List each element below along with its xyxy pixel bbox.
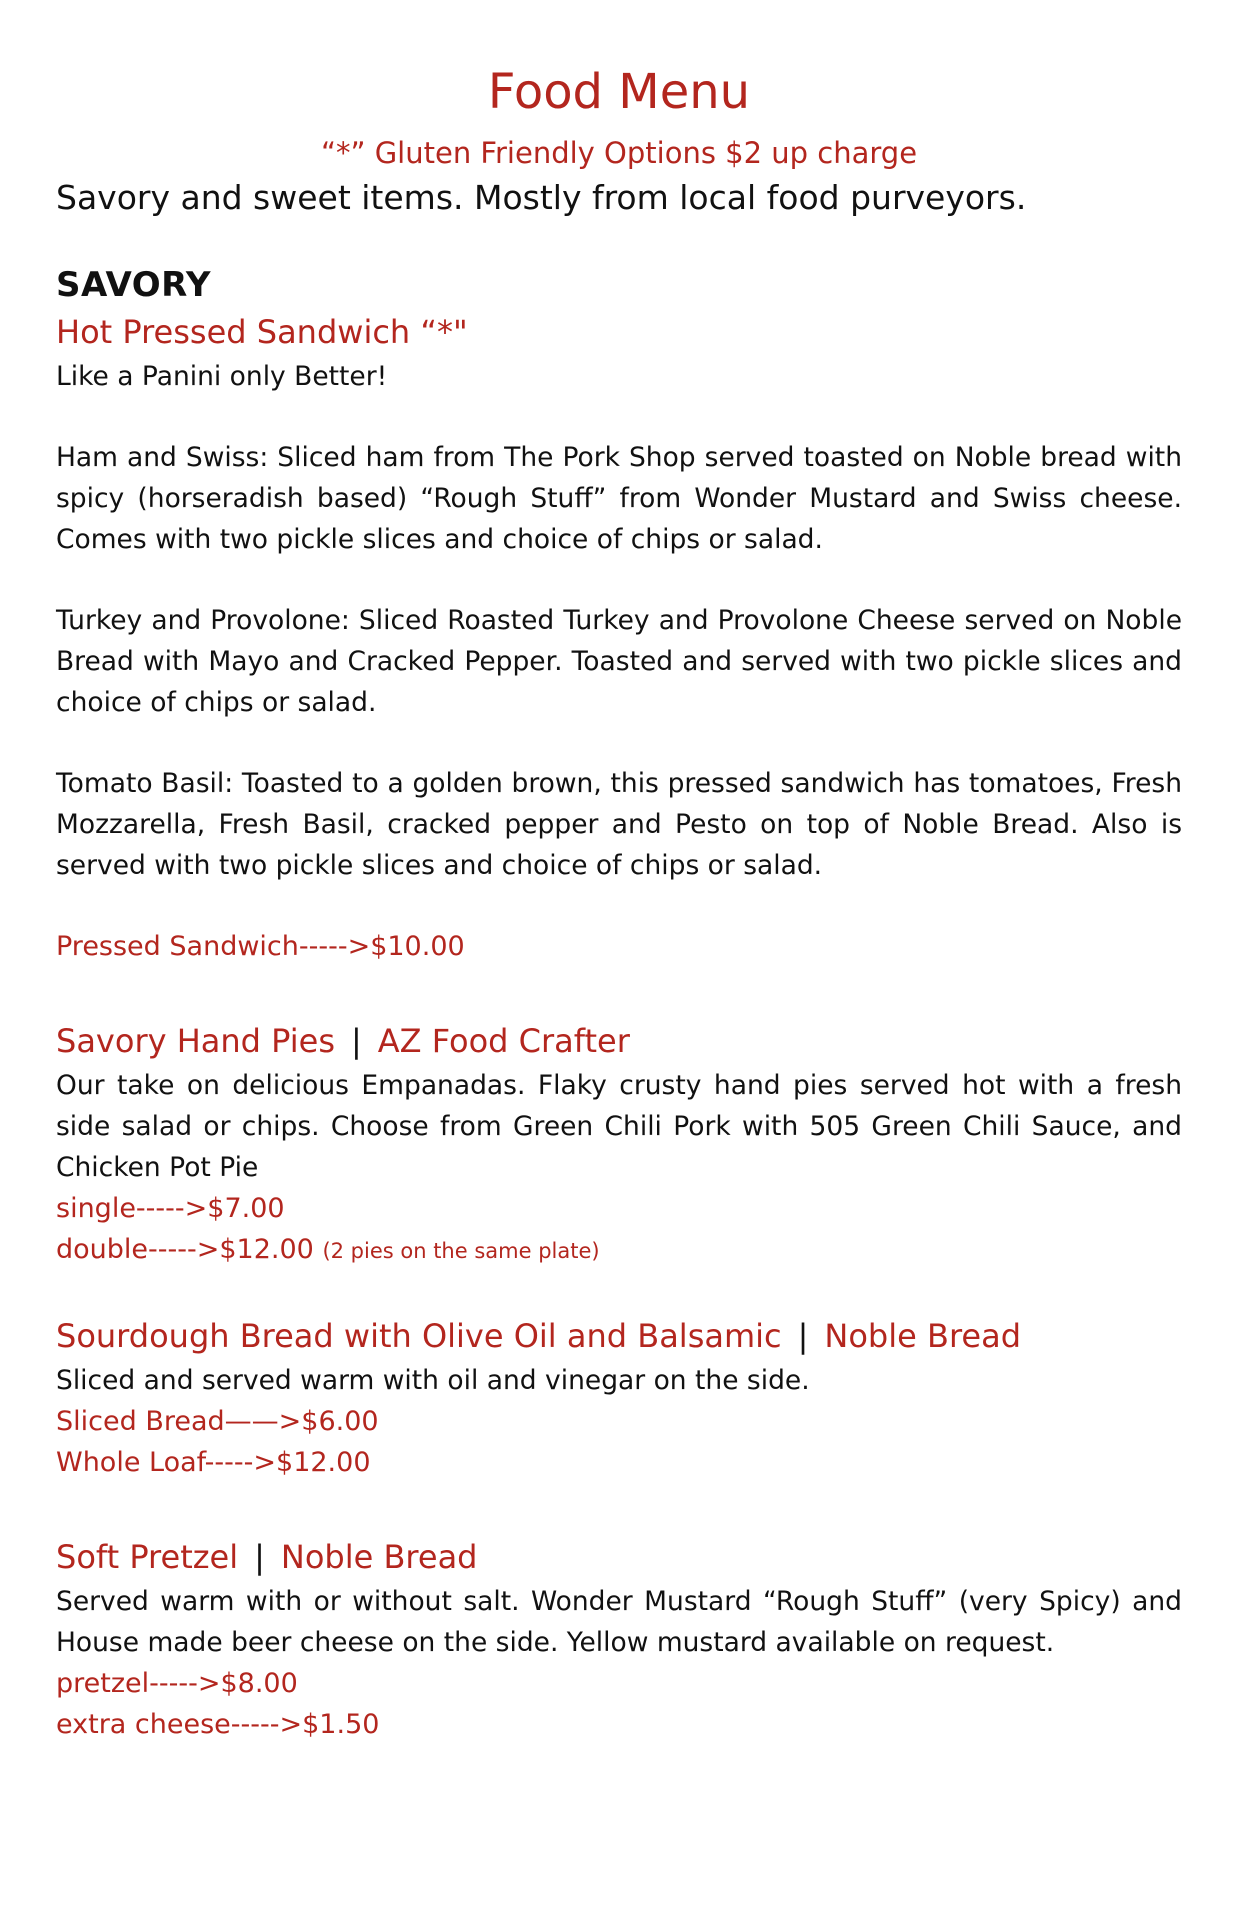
item-desc-turkey-provolone: Turkey and Provolone: Sliced Roasted Turkey and Provolone Cheese served on Noble Bread with Mayo and Cracked Pepper. Toasted and served with two pickle slices and choice of chips or salad.	[56, 605, 1182, 718]
price-double: double----->$12.00	[56, 1234, 314, 1265]
item-desc-tomato-basil: Tomato Basil: Toasted to a golden brown, this pressed sandwich has tomatoes, Fresh Mozzarella, Fresh Basil, cracked pepper and Pesto on top of Noble Bread. Also is served with two pickle slices and choice of chips or salad.	[56, 768, 1182, 881]
menu-page	[56, 60, 1182, 1745]
spacer	[56, 560, 1182, 600]
spacer	[56, 723, 1182, 763]
vendor-name: AZ Food Crafter	[377, 1022, 630, 1060]
item-name: Sourdough Bread with Olive Oil and Balsamic	[56, 1317, 782, 1355]
item-title-pressed-sandwich: Hot Pressed Sandwich “*"	[56, 313, 468, 351]
title-separator: |	[797, 1317, 809, 1355]
price-double-line	[56, 1229, 1182, 1272]
item-desc-pretzel: Served warm with or without salt. Wonder Mustard “Rough Stuff” (very Spicy) and House made beer cheese on the side. Yellow mustard available on request.	[56, 1586, 1182, 1658]
price-pretzel: pretzel----->$8.00	[56, 1668, 298, 1699]
price-whole-loaf: Whole Loaf----->$12.00	[56, 1447, 371, 1478]
item-title-hand-pies	[56, 1017, 1182, 1065]
item-title-pretzel	[56, 1533, 1182, 1581]
item-title-sourdough	[56, 1312, 1182, 1360]
title-separator: |	[350, 1022, 362, 1060]
price-pressed-sandwich: Pressed Sandwich----->$10.00	[56, 931, 465, 962]
category-heading-savory: SAVORY	[56, 265, 212, 305]
gluten-friendly-note: “*” Gluten Friendly Options $2 up charge	[320, 136, 918, 170]
item-desc-sourdough: Sliced and served warm with oil and vinegar on the side.	[56, 1365, 810, 1396]
menu-item-pretzel	[56, 1533, 1182, 1745]
spacer	[56, 967, 1182, 1017]
menu-item-pressed-sandwich	[56, 308, 1182, 967]
savory-section	[56, 262, 1182, 1745]
item-tagline: Like a Panini only Better!	[56, 361, 388, 392]
spacer	[56, 886, 1182, 926]
vendor-name: Noble Bread	[280, 1538, 478, 1576]
menu-intro: Savory and sweet items. Mostly from local food purveyors.	[56, 178, 1027, 217]
price-extra-cheese: extra cheese----->$1.50	[56, 1709, 380, 1740]
price-double-note: (2 pies on the same plate)	[322, 1239, 600, 1263]
vendor-name: Noble Bread	[824, 1317, 1021, 1355]
menu-item-hand-pies	[56, 1017, 1182, 1272]
menu-item-sourdough	[56, 1312, 1182, 1483]
menu-title: Food Menu	[487, 64, 751, 120]
item-name: Savory Hand Pies	[56, 1022, 335, 1060]
price-sliced-bread: Sliced Bread——>$6.00	[56, 1406, 379, 1437]
spacer	[56, 1483, 1182, 1533]
title-separator: |	[254, 1538, 265, 1576]
item-desc-ham-swiss: Ham and Swiss: Sliced ham from The Pork Shop served toasted on Noble bread with spicy (horseradish based) “Rough Stuff” from Wonder Mustard and Swiss cheese. Comes with two pickle slices and choice of chips or salad.	[56, 442, 1182, 555]
item-desc-hand-pies: Our take on delicious Empanadas. Flaky crusty hand pies served hot with a fresh side salad or chips. Choose from Green Chili Pork with 505 Green Chili Sauce, and Chicken Pot Pie	[56, 1070, 1182, 1183]
item-name: Soft Pretzel	[56, 1538, 239, 1576]
spacer	[56, 1272, 1182, 1312]
spacer	[56, 397, 1182, 437]
price-single: single----->$7.00	[56, 1193, 285, 1224]
